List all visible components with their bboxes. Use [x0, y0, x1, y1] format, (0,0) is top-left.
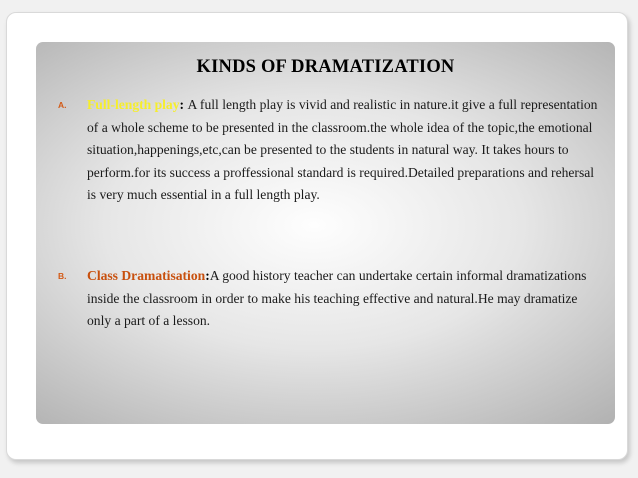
list-item-text — [87, 94, 598, 207]
list-item-text — [87, 265, 598, 333]
item-heading-full-length-play: Full-length play — [87, 97, 180, 112]
list-marker-a: A. — [58, 100, 67, 110]
item-body-full-length-play: A full length play is vivid and realistic in nature.it give a full representation of a whole scheme to be presented in the classroom.the whole idea of the topic,the emotional situation,happenings,etc,can be presented to the students in natural way. It takes hours to perform.for its success a proffessional standard is required.Detailed preparations and rehersal is very much essential in a full length play. — [87, 97, 598, 202]
item-separator: : — [205, 268, 210, 283]
content-panel — [36, 42, 615, 424]
list-item-class-dramatisation — [58, 265, 598, 333]
slide-title: KINDS OF DRAMATIZATION — [196, 57, 455, 77]
list-marker-b: B. — [58, 271, 67, 281]
item-heading-class-dramatisation: Class Dramatisation — [87, 268, 206, 283]
list-item-full-length-play — [58, 94, 598, 207]
item-separator: : — [179, 97, 188, 112]
item-body-class-dramatisation: A good history teacher can undertake certain informal dramatizations inside the classroom in order to make his teaching effective and natural.He may dramatize only a part of a lesson. — [87, 268, 587, 328]
slide-frame — [6, 12, 628, 460]
